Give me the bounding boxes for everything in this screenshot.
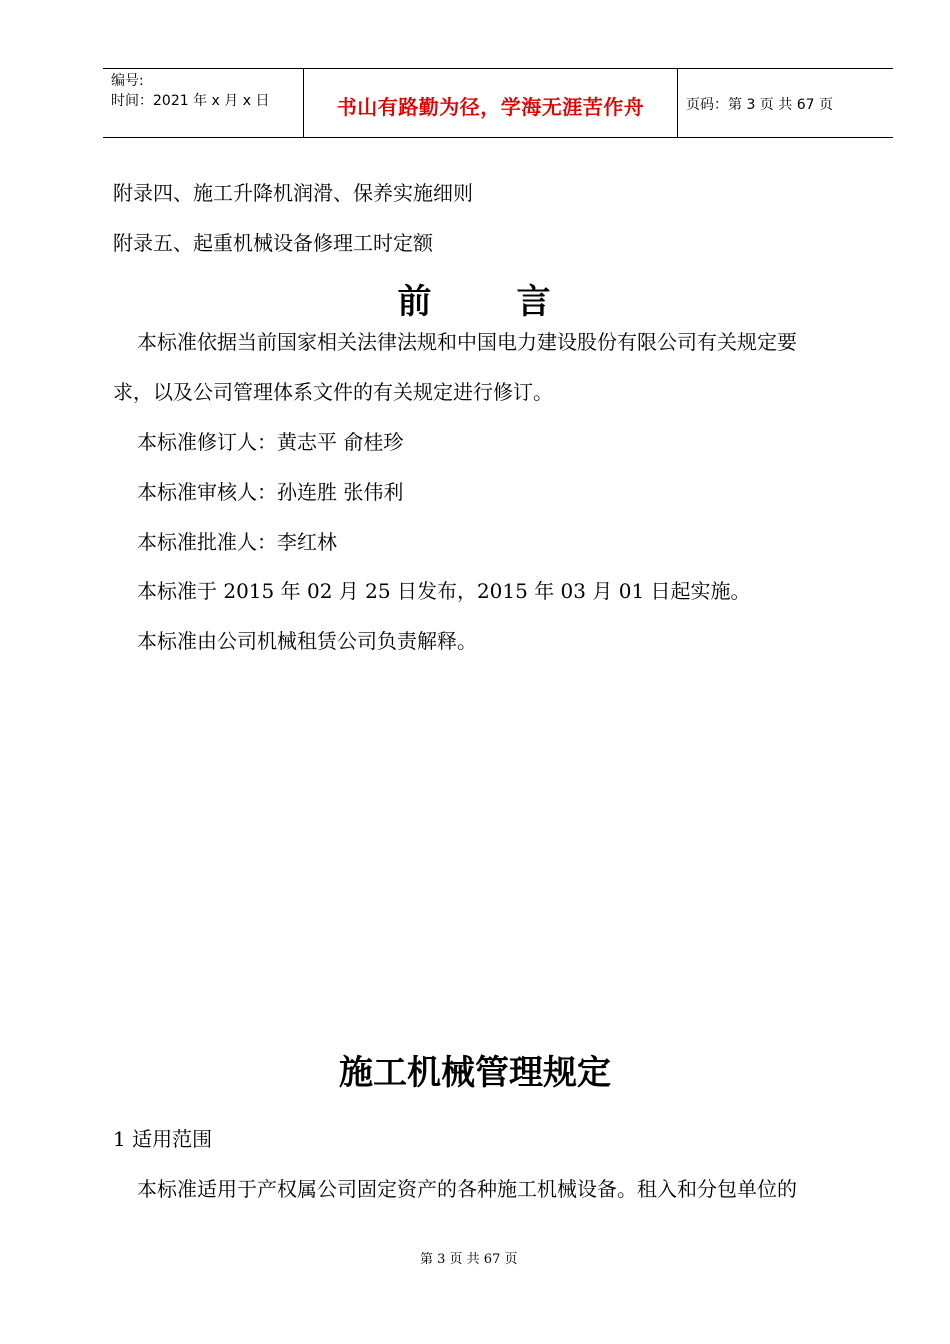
appendix-4: 附录四、施工升降机润滑、保养实施细则 [113, 181, 473, 205]
preface-title: 前 言 [397, 282, 553, 322]
reviser-line: 本标准修订人：黄志平 俞桂珍 [137, 430, 404, 454]
main-title: 施工机械管理规定 [339, 1053, 611, 1093]
time-label: 时间：2021 年 x 月 x 日 [111, 93, 270, 109]
header-motto-cell [304, 69, 678, 137]
header-table [103, 68, 893, 138]
page-footer: 第 3 页 共 67 页 [420, 1252, 518, 1267]
approver-line: 本标准批准人：李红林 [137, 530, 337, 554]
motto: 书山有路勤为径，学海无涯苦作舟 [336, 95, 645, 119]
number-label: 编号: [111, 73, 144, 89]
appendix-5: 附录五、起重机械设备修理工时定额 [113, 231, 433, 255]
interpretation-line: 本标准由公司机械租赁公司负责解释。 [137, 629, 477, 653]
dates-line: 本标准于 2015 年 02 月 25 日发布，2015 年 03 月 01 日起实施。 [137, 579, 751, 603]
page-info: 页码：第 3 页 共 67 页 [686, 97, 833, 113]
header-meta-cell [103, 69, 304, 137]
section-1-text: 本标准适用于产权属公司固定资产的各种施工机械设备。租入和分包单位的 [137, 1177, 797, 1201]
section-1-heading: 1 适用范围 [113, 1127, 213, 1151]
preface-para-line1: 本标准依据当前国家相关法律法规和中国电力建设股份有限公司有关规定要 [137, 330, 797, 354]
preface-para-line2: 求，以及公司管理体系文件的有关规定进行修订。 [113, 380, 553, 404]
auditor-line: 本标准审核人：孙连胜 张伟利 [137, 480, 404, 504]
header-page-cell [678, 69, 893, 137]
